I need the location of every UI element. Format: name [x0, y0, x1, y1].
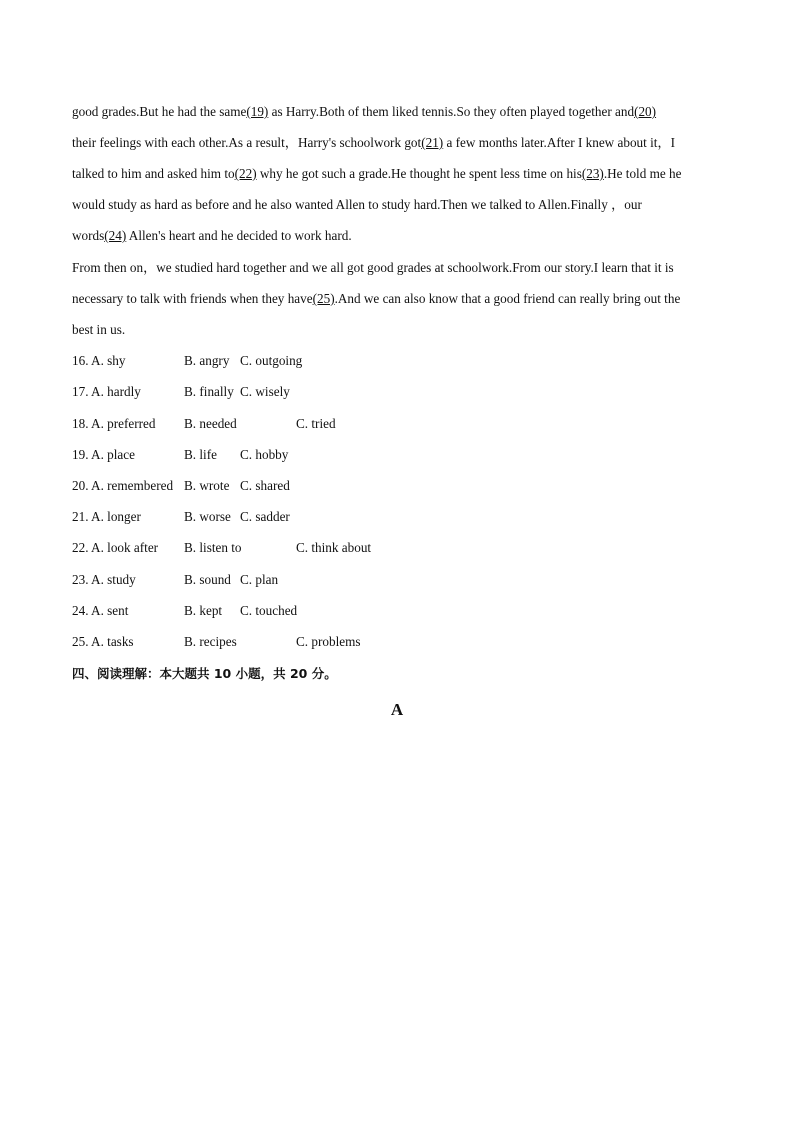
- passage-line-6: From then on，we studied hard together and we all got good grades at schoolwork.From our story.I learn that it is: [72, 260, 674, 275]
- option-c: C. tried: [296, 416, 336, 431]
- blank-22: (22): [234, 166, 257, 181]
- option-a: 24. A. sent: [72, 603, 129, 618]
- option-a: 23. A. study: [72, 572, 136, 587]
- part-label: A: [390, 700, 404, 719]
- option-b: B. recipes: [184, 634, 237, 649]
- option-c: C. problems: [296, 634, 361, 649]
- option-b: B. worse: [184, 509, 231, 524]
- blank-24: (24): [104, 228, 127, 243]
- blank-20: (20): [634, 104, 657, 119]
- option-b: B. wrote: [184, 478, 230, 493]
- blank-19: (19): [246, 104, 269, 119]
- blank-21: (21): [421, 135, 444, 150]
- option-b: B. finally: [184, 384, 234, 399]
- option-a: 18. A. preferred: [72, 416, 156, 431]
- option-c: C. sadder: [240, 509, 290, 524]
- option-c: C. wisely: [240, 384, 290, 399]
- option-c: C. plan: [240, 572, 279, 587]
- option-a: 25. A. tasks: [72, 634, 134, 649]
- option-b: B. listen to: [184, 540, 242, 555]
- option-a: 20. A. remembered: [72, 478, 174, 493]
- passage-line-5: words(24) Allen's heart and he decided to work hard.: [72, 228, 352, 243]
- section-heading: 四、阅读理解：本大题共 10 小题，共 20 分。: [72, 666, 337, 681]
- passage-line-7: necessary to talk with friends when they have(25).And we can also know that a good friend can really bring out the: [72, 291, 681, 306]
- option-b: B. sound: [184, 572, 231, 587]
- option-b: B. kept: [184, 603, 223, 618]
- passage-line-4: would study as hard as before and he also wanted Allen to study hard.Then we talked to Allen.Finally ，our: [72, 197, 642, 212]
- option-b: B. life: [184, 447, 217, 462]
- option-c: C. outgoing: [240, 353, 303, 368]
- passage-line-3: talked to him and asked him to(22) why he got such a grade.He thought he spent less time on his(23).He told me he: [72, 166, 682, 181]
- option-a: 16. A. shy: [72, 353, 126, 368]
- option-c: C. touched: [240, 603, 298, 618]
- option-a: 22. A. look after: [72, 540, 159, 555]
- option-a: 19. A. place: [72, 447, 135, 462]
- blank-23: (23): [581, 166, 604, 181]
- blank-25: (25): [312, 291, 335, 306]
- option-c: C. shared: [240, 478, 290, 493]
- passage-line-2: their feelings with each other.As a result，Harry's schoolwork got(21) a few months later.After I knew about it，I: [72, 135, 675, 150]
- passage-line-8: best in us.: [72, 322, 126, 337]
- option-a: 17. A. hardly: [72, 384, 141, 399]
- option-c: C. think about: [296, 540, 372, 555]
- option-a: 21. A. longer: [72, 509, 141, 524]
- option-c: C. hobby: [240, 447, 289, 462]
- passage-line-1: good grades.But he had the same(19) as Harry.Both of them liked tennis.So they often played together and(20): [72, 104, 657, 119]
- option-b: B. needed: [184, 416, 237, 431]
- option-b: B. angry: [184, 353, 230, 368]
